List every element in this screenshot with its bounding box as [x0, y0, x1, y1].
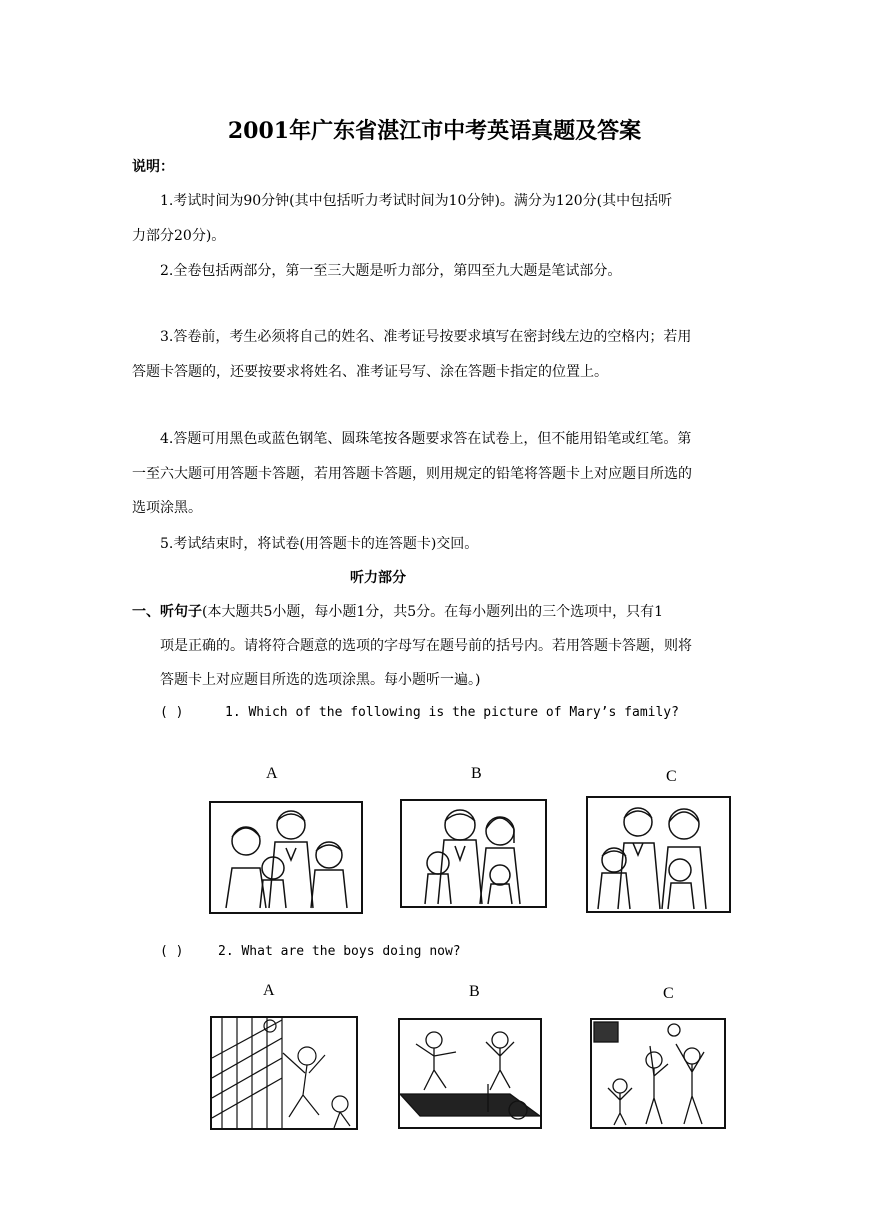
question-2-bracket: ( ): [160, 944, 184, 959]
q1-picture-a: [209, 801, 363, 914]
section-1-line-3: 答题卡上对应题目所选的选项涂黑。每小题听一遍。): [160, 672, 481, 688]
page-title: 2001年广东省湛江市中考英语真题及答案: [227, 118, 642, 144]
q1-option-c-label: C: [666, 768, 677, 785]
q1-option-a-label: A: [266, 765, 278, 782]
listening-heading: 听力部分: [350, 570, 406, 586]
q1-picture-c: [586, 796, 731, 913]
note-5: 5.考试结束时，将试卷(用答题卡的连答题卡)交回。: [160, 536, 479, 552]
q2-picture-a: [210, 1016, 358, 1130]
question-2-text: 2. What are the boys doing now?: [218, 944, 461, 959]
q2-picture-c: [590, 1018, 726, 1129]
section-1-label: 一、听句子: [132, 604, 202, 620]
q1-option-b-label: B: [471, 765, 482, 782]
note-2: 2.全卷包括两部分，第一至三大题是听力部分，第四至九大题是笔试部分。: [160, 263, 622, 279]
note-3-line-1: 3.答卷前，考生必须将自己的姓名、准考证号按要求填写在密封线左边的空格内；若用: [160, 329, 692, 345]
intro-heading: 说明：: [132, 159, 174, 175]
q1-picture-b: [400, 799, 547, 908]
note-3-line-2: 答题卡答题的，还要按要求将姓名、准考证号写、涂在答题卡指定的位置上。: [132, 364, 608, 380]
note-4-line-3: 选项涂黑。: [132, 500, 202, 516]
note-4-line-1: 4.答题可用黑色或蓝色钢笔、圆珠笔按各题要求答在试卷上，但不能用铅笔或红笔。第: [160, 431, 692, 447]
note-4-line-2: 一至六大题可用答题卡答题，若用答题卡答题，则用规定的铅笔将答题卡上对应题目所选的: [132, 466, 692, 482]
question-1-text: 1. Which of the following is the picture of Mary’s family?: [225, 705, 679, 720]
section-1-line-1: [132, 602, 663, 622]
note-1-line-2: 力部分20分)。: [132, 228, 226, 244]
q2-option-a-label: A: [263, 982, 275, 999]
section-1-line-2: 项是正确的。请将符合题意的选项的字母写在题号前的括号内。若用答题卡答题，则将: [160, 638, 692, 654]
q2-option-b-label: B: [469, 983, 480, 1000]
question-1-bracket: ( ): [160, 705, 184, 720]
note-1-line-1: 1.考试时间为90分钟(其中包括听力考试时间为10分钟)。满分为120分(其中包括听: [160, 193, 673, 209]
q2-option-c-label: C: [663, 985, 674, 1002]
section-1-instructions: (本大题共5小题，每小题1分，共5分。在每小题列出的三个选项中，只有1: [202, 604, 664, 620]
q2-picture-b: [398, 1018, 542, 1129]
